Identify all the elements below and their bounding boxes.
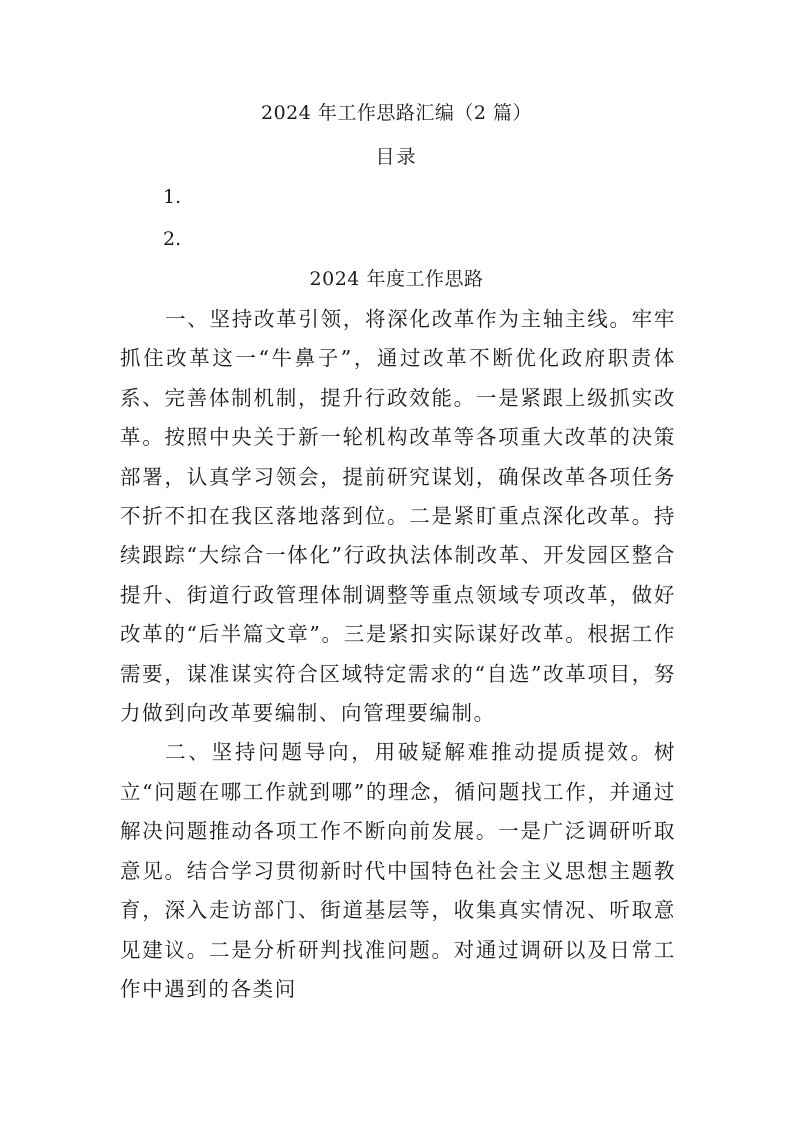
toc-item-1: 1.: [163, 186, 182, 208]
document-body: [120, 300, 676, 1009]
section-title: 2024 年度工作思路: [309, 268, 484, 290]
paragraph-1: 一、坚持改革引领，将深化改革作为主轴主线。牢牢抓住改革这一“牛鼻子”，通过改革不断优化政府职责体系、完善体制机制，提升行政效能。一是紧跟上级抓实改革。按照中央关于新一轮机构改革等各项重大改革的决策部署，认真学习领会，提前研究谋划，确保改革各项任务不折不扣在我区落地落到位。二是紧盯重点深化改革。持续跟踪“大综合一体化”行政执法体制改革、开发园区整合提升、街道行政管理体制调整等重点领域专项改革，做好改革的“后半篇文章”。三是紧扣实际谋好改革。根据工作需要，谋准谋实符合区域特定需求的“自选”改革项目，努力做到向改革要编制、向管理要编制。: [120, 307, 676, 726]
paragraph-2: 二、坚持问题导向，用破疑解难推动提质提效。树立“问题在哪工作就到哪”的理念，循问题找工作，并通过解决问题推动各项工作不断向前发展。一是广泛调研听取意见。结合学习贯彻新时代中国特色社会主义思想主题教育，深入走访部门、街道基层等，收集真实情况、听取意见建议。二是分析研判找准问题。对通过调研以及日常工作中遇到的各类问: [120, 740, 676, 1001]
toc-item-2: 2.: [163, 228, 182, 250]
toc-heading: 目录: [375, 146, 418, 168]
document-title: 2024 年工作思路汇编（2 篇）: [260, 102, 533, 124]
